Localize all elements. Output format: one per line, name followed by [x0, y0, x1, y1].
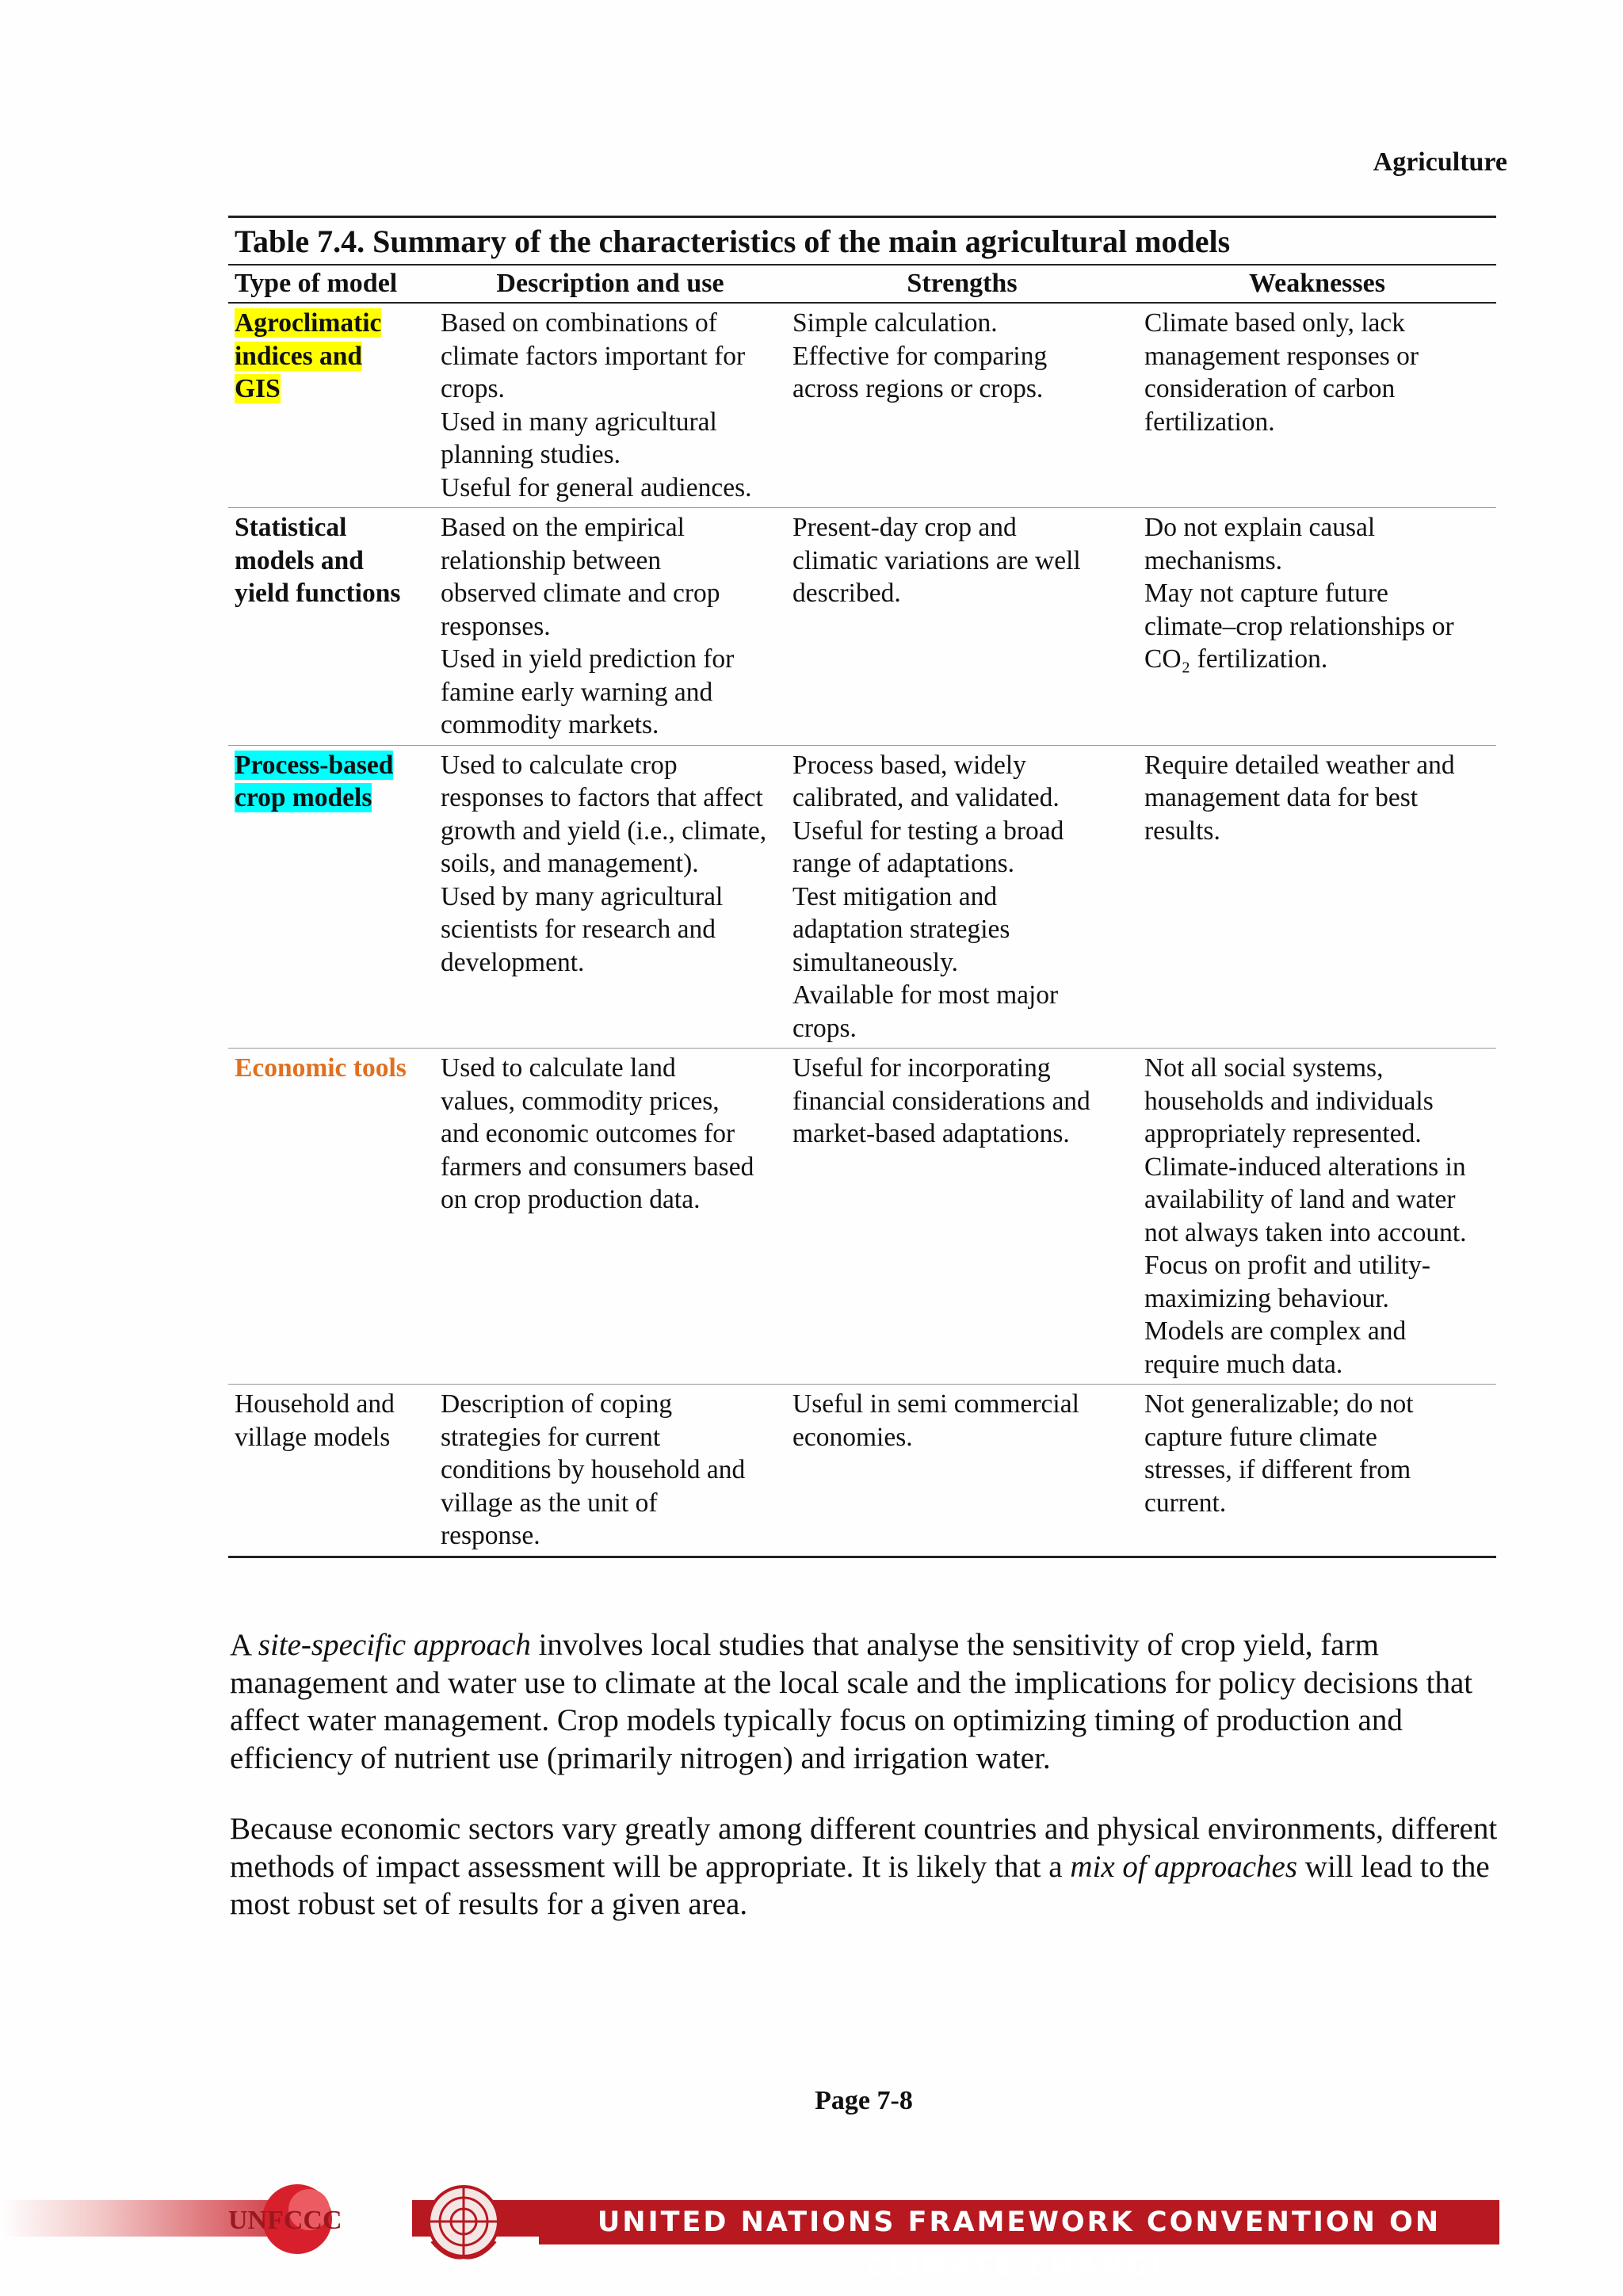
unfccc-logo-text: UNFCCC — [228, 2206, 342, 2235]
cell-line: range of adaptations. — [792, 849, 1014, 878]
paragraph-mix-of-approaches — [230, 1810, 1506, 1924]
cell-line: Not all social systems, — [1144, 1053, 1384, 1083]
cell-line: climate–crop relationships or — [1144, 611, 1454, 641]
column-header: Description and use — [434, 266, 786, 303]
cell-line: climate factors important for — [441, 341, 746, 371]
emphasis-text: site-specific approach — [258, 1628, 531, 1662]
cell-line: Climate-induced alterations in — [1144, 1152, 1466, 1182]
cell-line: Household and — [235, 1389, 395, 1419]
cell-line: calibrated, and validated. — [792, 783, 1060, 812]
table-cell-strengths — [786, 745, 1138, 1049]
cell-line: Useful for general audiences. — [441, 472, 752, 502]
cell-line: on crop production data. — [441, 1185, 701, 1214]
cell-line: models and — [235, 545, 364, 575]
cell-line: observed climate and crop — [441, 579, 720, 608]
cell-line: responses to factors that affect — [441, 783, 763, 812]
cell-line: relationship between — [441, 545, 662, 575]
cell-line: Simple calculation. — [792, 308, 998, 338]
unfccc-logo-icon — [214, 2178, 372, 2257]
cell-line: responses. — [441, 611, 551, 641]
paragraph-text: Because economic sectors vary greatly among different countries and physical environments, different methods of impact assessment will be appropriate. It is likely that a — [230, 1812, 1498, 1884]
column-header: Strengths — [786, 266, 1138, 303]
table-cell-type — [228, 1385, 434, 1557]
cell-line: Description of coping — [441, 1389, 673, 1419]
cell-line: adaptation strategies — [792, 915, 1010, 944]
paragraph-text: will lead to the most robust set of results for a given area. — [230, 1849, 1490, 1921]
cell-line: require much data. — [1144, 1349, 1343, 1379]
cell-line: stresses, if different from — [1144, 1455, 1411, 1484]
cell-line: economies. — [792, 1422, 913, 1452]
cell-line: mechanisms. — [1144, 545, 1282, 575]
cell-line: crops. — [792, 1013, 857, 1043]
cell-line: yield functions — [235, 579, 401, 608]
footer-banner — [0, 2178, 1623, 2283]
cell-line: Not generalizable; do not — [1144, 1389, 1414, 1419]
table-cell-description — [434, 303, 786, 508]
emphasis-text: mix of approaches — [1070, 1849, 1298, 1884]
cell-line: Used to calculate land — [441, 1053, 676, 1083]
cell-line: soils, and management). — [441, 849, 699, 878]
cell-line: and economic outcomes for — [441, 1119, 735, 1148]
cell-line: Economic tools — [235, 1053, 407, 1083]
table-cell-weaknesses — [1138, 303, 1496, 508]
cell-line: famine early warning and — [441, 677, 713, 707]
table-cell-description — [434, 1385, 786, 1557]
cell-line: management responses or — [1144, 341, 1419, 371]
cell-line: commodity markets. — [441, 710, 659, 739]
table-row — [228, 303, 1496, 508]
table-cell-weaknesses — [1138, 1385, 1496, 1557]
cell-line-wrap — [235, 372, 430, 406]
cell-line: across regions or crops. — [792, 374, 1044, 403]
cell-line: May not capture future — [1144, 579, 1388, 608]
cell-line: village models — [235, 1422, 391, 1452]
cell-line: Process-based — [235, 750, 394, 780]
cell-line: GIS — [235, 374, 281, 403]
cell-line: growth and yield (i.e., climate, — [441, 816, 767, 846]
cell-line: Based on the empirical — [441, 513, 685, 542]
cell-line: Used in yield prediction for — [441, 644, 735, 674]
cell-line: availability of land and water — [1144, 1185, 1456, 1214]
cell-line: Agroclimatic — [235, 308, 382, 338]
cell-line-wrap — [235, 307, 430, 340]
cell-line: capture future climate — [1144, 1422, 1377, 1452]
table-cell-strengths — [786, 508, 1138, 746]
cell-line: values, commodity prices, — [441, 1086, 720, 1116]
cell-line: management data for best — [1144, 783, 1419, 812]
table-row — [228, 1049, 1496, 1385]
table-cell-description — [434, 508, 786, 746]
table-caption: Table 7.4. Summary of the characteristics of the main agricultural models — [228, 216, 1496, 266]
cell-line: farmers and consumers based — [441, 1152, 754, 1182]
cell-line: conditions by household and — [441, 1455, 746, 1484]
cell-line: Require detailed weather and — [1144, 750, 1455, 780]
cell-line-wrap — [235, 340, 430, 373]
cell-line: market-based adaptations. — [792, 1119, 1070, 1148]
cell-line: strategies for current — [441, 1422, 661, 1452]
cell-line: fertilization. — [1144, 407, 1275, 437]
cell-line: Models are complex and — [1144, 1316, 1407, 1346]
cell-line: planning studies. — [441, 440, 621, 469]
models-table — [228, 216, 1496, 1558]
cell-line: described. — [792, 579, 901, 608]
column-header: Weaknesses — [1138, 266, 1496, 303]
paragraph-site-specific — [230, 1626, 1506, 1777]
cell-line: village as the unit of — [441, 1488, 658, 1518]
cell-line: development. — [441, 947, 585, 977]
table-cell-weaknesses — [1138, 745, 1496, 1049]
page-number: Page 7-8 — [815, 2086, 913, 2115]
table-body — [228, 266, 1496, 1558]
running-header: Agriculture — [1373, 147, 1507, 177]
cell-line: Used to calculate crop — [441, 750, 678, 780]
table-cell-strengths — [786, 1385, 1138, 1557]
cell-line: crops. — [441, 374, 505, 403]
paragraph-text: involves local studies that analyse the sensitivity of crop yield, farm management and water use to climate at the local scale and the implications for policy decisions that affect water management. Crop models typically focus on optimizing timing of production and efficiency of nutrient use (primarily nitrogen) and irrigation water. — [230, 1628, 1473, 1775]
cell-line: Used by many agricultural — [441, 881, 724, 911]
table-cell-description — [434, 1049, 786, 1385]
cell-line: Useful in semi commercial — [792, 1389, 1079, 1419]
cell-line: Effective for comparing — [792, 341, 1048, 371]
cell-line: climatic variations are well — [792, 545, 1081, 575]
table-cell-weaknesses — [1138, 1049, 1496, 1385]
cell-line: Test mitigation and — [792, 881, 998, 911]
cell-line: Do not explain causal — [1144, 513, 1376, 542]
table-cell-strengths — [786, 303, 1138, 508]
cell-line: Useful for incorporating — [792, 1053, 1051, 1083]
cell-line: appropriately represented. — [1144, 1119, 1422, 1148]
cell-line: Statistical — [235, 513, 347, 542]
cell-line: Available for most major — [792, 980, 1059, 1010]
cell-line: households and individuals — [1144, 1086, 1434, 1116]
table-cell-type — [228, 303, 434, 508]
cell-line: current. — [1144, 1488, 1227, 1518]
cell-line: simultaneously. — [792, 947, 959, 977]
table-row — [228, 508, 1496, 746]
cell-line: Present-day crop and — [792, 513, 1017, 542]
table-cell-weaknesses — [1138, 508, 1496, 746]
table-cell-type — [228, 745, 434, 1049]
table-row — [228, 745, 1496, 1049]
cell-line-wrap — [235, 781, 430, 815]
footer-banner-text: UNITED NATIONS FRAMEWORK CONVENTION ON CLIMATE CHANGE — [597, 2206, 1442, 2283]
cell-line: indices and — [235, 341, 363, 371]
cell-line: maximizing behaviour. — [1144, 1283, 1389, 1313]
un-emblem-icon — [416, 2178, 511, 2265]
cell-line: Focus on profit and utility- — [1144, 1251, 1431, 1280]
table-cell-type — [228, 508, 434, 746]
cell-line: Useful for testing a broad — [792, 816, 1064, 846]
cell-line: not always taken into account. — [1144, 1217, 1467, 1247]
cell-line: response. — [441, 1521, 540, 1550]
cell-line: financial considerations and — [792, 1086, 1090, 1116]
table-cell-description — [434, 745, 786, 1049]
cell-line: crop models — [235, 783, 372, 812]
cell-line: consideration of carbon — [1144, 374, 1396, 403]
cell-line: Based on combinations of — [441, 308, 717, 338]
cell-line: results. — [1144, 816, 1220, 846]
cell-line-wrap — [235, 749, 430, 782]
cell-line: Used in many agricultural — [441, 407, 717, 437]
cell-line: scientists for research and — [441, 915, 716, 944]
table-row — [228, 1385, 1496, 1557]
column-header: Type of model — [228, 266, 434, 303]
paragraph-text: A — [230, 1628, 258, 1662]
table-header-row — [228, 266, 1496, 303]
cell-line: CO₂ fertilization. — [1144, 644, 1328, 674]
table-cell-type — [228, 1049, 434, 1385]
cell-line: Process based, widely — [792, 750, 1026, 780]
table-cell-strengths — [786, 1049, 1138, 1385]
cell-line: Climate based only, lack — [1144, 308, 1406, 338]
